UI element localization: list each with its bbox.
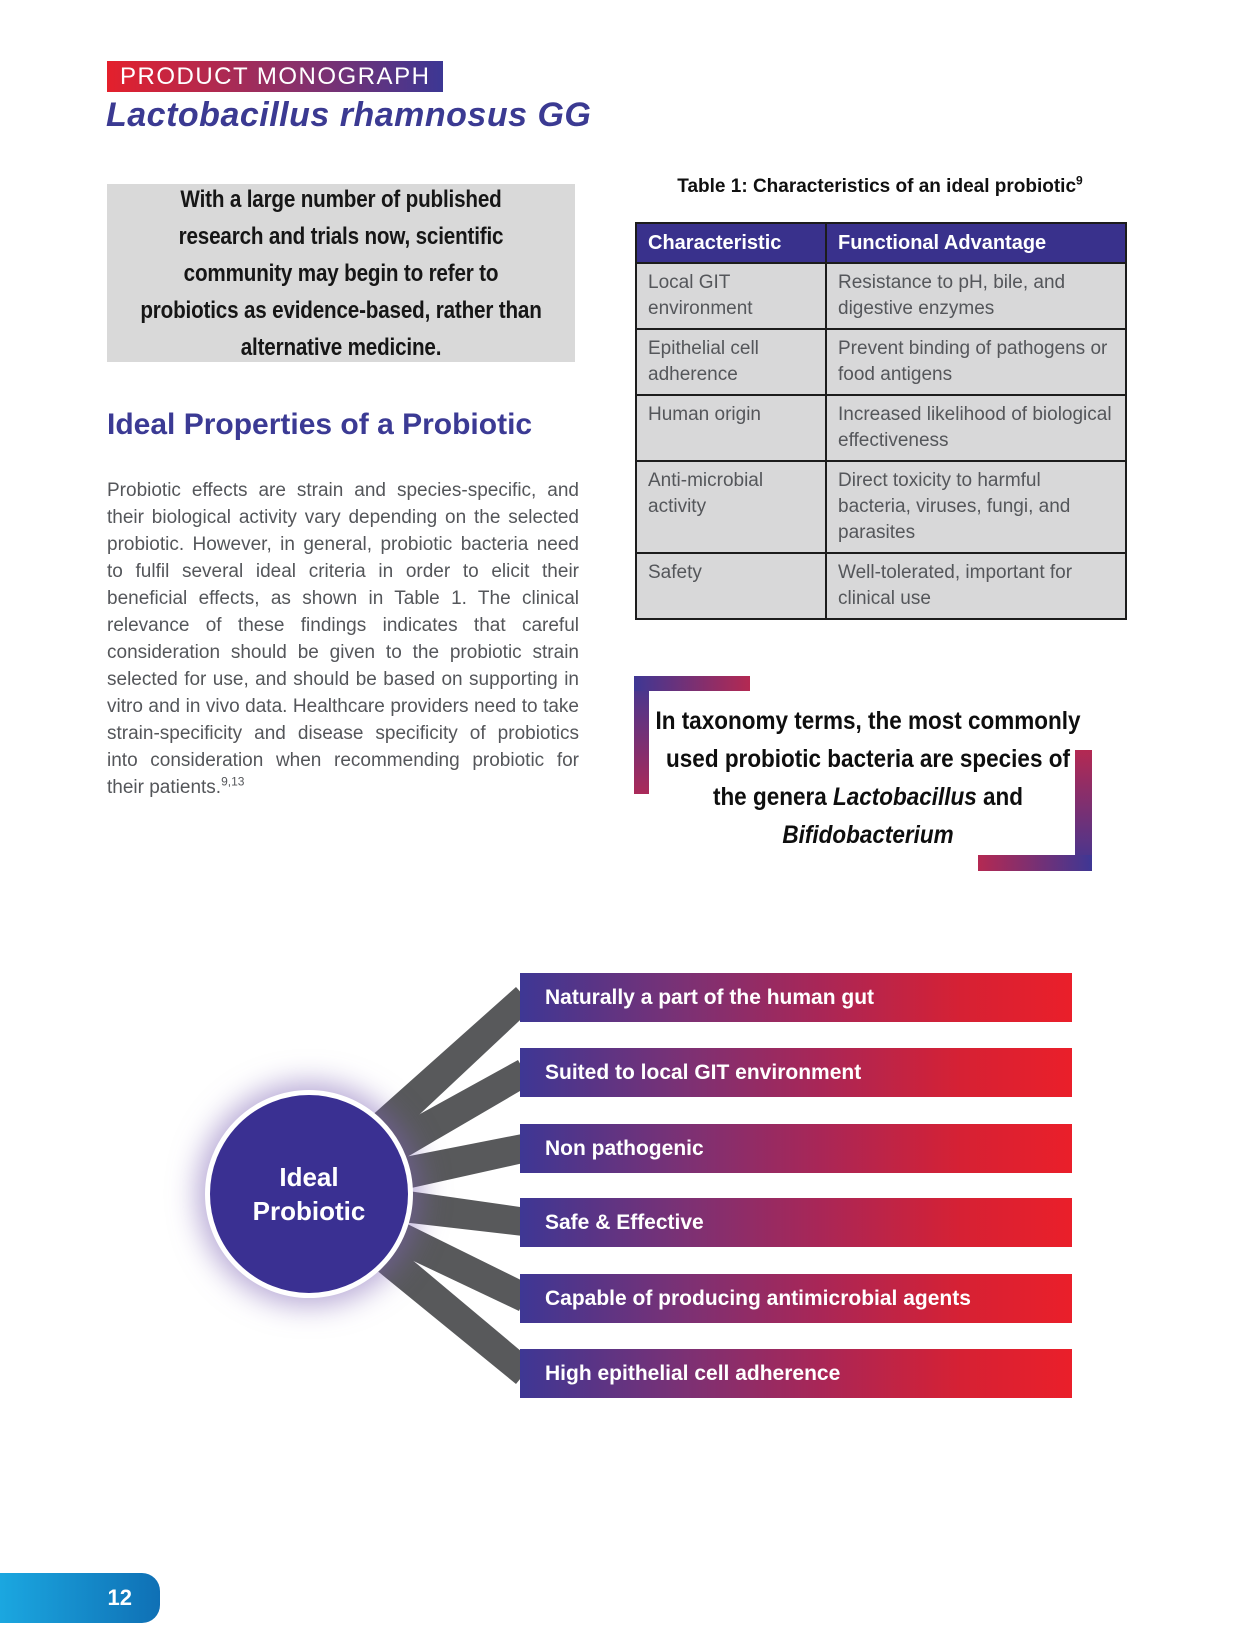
table-cell: Anti-microbial activity <box>636 461 826 553</box>
table-cell: Direct toxicity to harmful bacteria, viruses, fungi, and parasites <box>826 461 1126 553</box>
table-row <box>636 395 1126 461</box>
callout-bracket-bottom-right-horizontal <box>978 855 1092 871</box>
table-title-text: Table 1: Characteristics of an ideal probiotic <box>677 176 1077 197</box>
table-row <box>636 263 1126 329</box>
table-cell: Epithelial cell adherence <box>636 329 826 395</box>
page-number-tab <box>0 1573 160 1623</box>
table-cell: Resistance to pH, bile, and digestive enzymes <box>826 263 1126 329</box>
table-header-characteristic: Characteristic <box>636 223 826 263</box>
table-cell: Increased likelihood of biological effectiveness <box>826 395 1126 461</box>
body-paragraph <box>107 477 579 801</box>
table-cell: Safety <box>636 553 826 619</box>
section-heading: Ideal Properties of a Probiotic <box>107 408 533 441</box>
badge-label: PRODUCT MONOGRAPH <box>120 62 431 90</box>
table-title-citation: 9 <box>1076 173 1083 188</box>
table-row <box>636 553 1126 619</box>
diagram-bar-antimicrobial-agents: Capable of producing antimicrobial agents <box>520 1274 1072 1323</box>
highlight-quote-box <box>107 184 575 362</box>
genus-lactobacillus: Lactobacillus <box>832 783 977 811</box>
table-header-advantage: Functional Advantage <box>826 223 1126 263</box>
product-monograph-badge <box>107 61 443 92</box>
taxonomy-text-and: and <box>976 783 1024 811</box>
page-title: Lactobacillus rhamnosus GG <box>106 96 592 134</box>
table-row <box>636 461 1126 553</box>
quote-text: With a large number of published research and trials now, scientific community may begin to refer to probiotics as evidence-based, rather than alternative medicine. <box>140 185 542 361</box>
table-cell: Human origin <box>636 395 826 461</box>
table-cell: Well-tolerated, important for clinical use <box>826 553 1126 619</box>
table-title <box>635 173 1125 198</box>
callout-bracket-top-left-horizontal <box>634 676 750 691</box>
characteristics-table <box>635 222 1127 620</box>
ideal-probiotic-hub <box>205 1090 413 1298</box>
diagram-bar-human-gut: Naturally a part of the human gut <box>520 973 1072 1022</box>
diagram-bar-cell-adherence: High epithelial cell adherence <box>520 1349 1072 1398</box>
taxonomy-callout <box>652 702 1084 854</box>
callout-bracket-top-left-vertical <box>634 676 649 794</box>
page-number: 12 <box>107 1585 132 1610</box>
taxonomy-text: In taxonomy terms, the most commonly used probiotic bacteria are species of the genera <box>655 707 1081 811</box>
hub-label <box>253 1160 366 1228</box>
citation-superscript: 9,13 <box>221 774 245 789</box>
table-header-row <box>636 223 1126 263</box>
genus-bifidobacterium: Bifidobacterium <box>782 821 954 849</box>
diagram-bar-git-environment: Suited to local GIT environment <box>520 1048 1072 1097</box>
table-cell: Prevent binding of pathogens or food antigens <box>826 329 1126 395</box>
table-cell: Local GIT environment <box>636 263 826 329</box>
diagram-bar-safe-effective: Safe & Effective <box>520 1198 1072 1247</box>
diagram-bar-non-pathogenic: Non pathogenic <box>520 1124 1072 1173</box>
hub-label-line2: Probiotic <box>252 1196 366 1226</box>
hub-label-line1: Ideal <box>279 1162 339 1192</box>
paragraph-text: Probiotic effects are strain and species-specific, and their biological activity vary depending on the selected probiotic. However, in general, probiotic bacteria need to fulfil several ideal criteria in order to elicit their beneficial effects, as shown in Table 1. The clinical relevance of these findings indicates that careful consideration should be given to the probiotic strain selected for use, and should be based on supporting in vitro and in vivo data. Healthcare providers need to take strain-specificity and disease specificity of probiotics into consideration when recommending probiotic for their patients. <box>107 480 579 798</box>
table-row <box>636 329 1126 395</box>
